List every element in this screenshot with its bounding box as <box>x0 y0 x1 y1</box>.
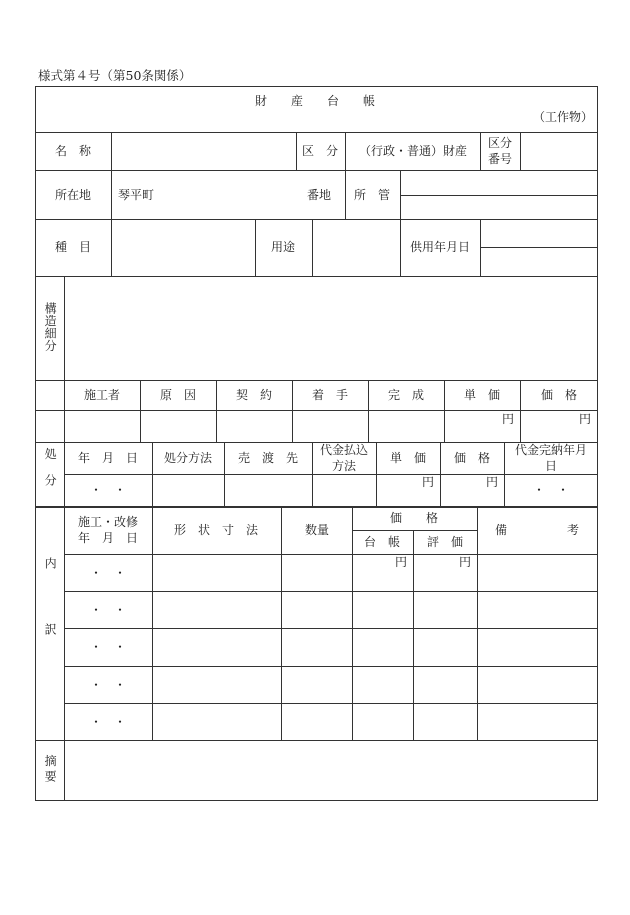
details-header-date: 施工・改修年 月 日 <box>77 514 138 545</box>
details-header-eval: 評 価 <box>426 534 464 549</box>
details-header-qty: 数量 <box>304 522 330 537</box>
kubun-label: 区 分 <box>301 143 339 158</box>
summary-label: 摘要 <box>43 754 58 786</box>
details-row-date: ・ ・ <box>89 602 127 617</box>
shumoku-label: 種 目 <box>54 239 92 254</box>
location-value: 琴平町 <box>118 187 155 202</box>
construction-yen-price: 円 <box>578 411 591 426</box>
frame-right <box>597 86 598 801</box>
details-row-date: ・ ・ <box>89 677 127 692</box>
construction-header-cause: 原 因 <box>159 387 197 402</box>
disposal-date-dots: ・ ・ <box>89 482 127 497</box>
disposal-header-unit-price: 単 価 <box>389 450 427 465</box>
disposal-header-buyer: 売 渡 先 <box>237 450 299 465</box>
details-row-date: ・ ・ <box>89 565 127 580</box>
frame-bottom <box>35 800 598 801</box>
disposal-paid-dots: ・ ・ <box>532 482 570 497</box>
construction-header-unit-price: 単 価 <box>463 387 501 402</box>
frame-top <box>35 86 598 87</box>
frame-left <box>35 86 36 801</box>
disposal-header-paid-date: 代金完納年月日 <box>514 442 587 473</box>
disposal-header-date: 年 月 日 <box>77 450 139 465</box>
construction-header-price: 価 格 <box>540 387 578 402</box>
banchi-label: 番地 <box>306 187 332 202</box>
disposal-header-method: 処分方法 <box>163 450 213 465</box>
details-label: 内訳 <box>43 557 58 689</box>
kubun-number-label: 区分番号 <box>487 135 512 166</box>
name-label: 名 称 <box>54 143 92 158</box>
disposal-label: 処分 <box>43 447 58 501</box>
details-header-price: 価 格 <box>389 510 439 525</box>
disposal-header-price: 価 格 <box>453 450 491 465</box>
construction-header-contract: 契 約 <box>235 387 273 402</box>
disposal-yen-price: 円 <box>485 474 498 489</box>
details-yen-eval: 円 <box>458 554 471 569</box>
location-label: 所在地 <box>54 187 92 202</box>
construction-header-start: 着 手 <box>311 387 349 402</box>
details-yen-ledger: 円 <box>394 554 407 569</box>
details-row-date: ・ ・ <box>89 639 127 654</box>
kyoyou-label: 供用年月日 <box>409 239 471 254</box>
details-header-ledger: 台 帳 <box>363 534 401 549</box>
form-number: 様式第４号（第50条関係） <box>38 68 192 83</box>
details-row-date: ・ ・ <box>89 714 127 729</box>
shokan-label: 所 管 <box>353 187 391 202</box>
ledger-subtitle: （工作物） <box>532 109 594 124</box>
disposal-header-payment-method: 代金払込方法 <box>319 442 368 473</box>
construction-header-completion: 完 成 <box>387 387 425 402</box>
structure-label: 構造細分 <box>43 301 58 353</box>
disposal-yen-unit: 円 <box>421 474 434 489</box>
details-header-remarks: 備 考 <box>494 522 580 537</box>
youto-label: 用途 <box>270 239 296 254</box>
construction-header-contractor: 施工者 <box>83 387 121 402</box>
construction-yen-unit: 円 <box>501 411 514 426</box>
details-header-shape: 形 状 寸 法 <box>173 522 259 537</box>
kubun-value: （行政・普通）財産 <box>358 143 468 158</box>
ledger-title: 財 産 台 帳 <box>254 93 382 108</box>
